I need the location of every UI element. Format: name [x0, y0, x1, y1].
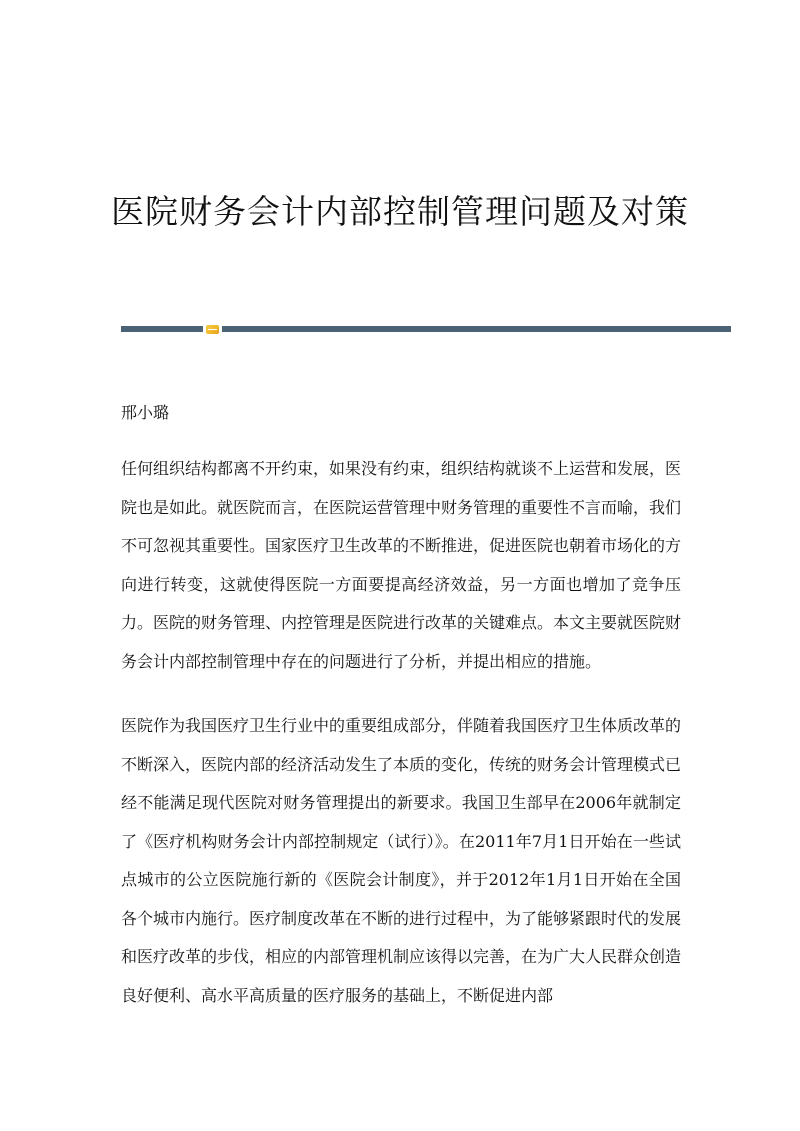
- pencil-icon: [206, 325, 219, 334]
- author-name: 邢小璐: [121, 403, 170, 422]
- document-title: 医院财务会计内部控制管理问题及对策: [111, 192, 689, 231]
- divider-bar-left: [121, 326, 203, 332]
- body-paragraph-1: 任何组织结构都离不开约束，如果没有约束，组织结构就谈不上运营和发展，医院也是如此。就医院而言，在医院运营管理中财务管理的重要性不言而喻，我们不可忽视其重要性。国家医疗卫生改革的不断推进，促进医院也朝着市场化的方向进行转变，这就使得医院一方面要提高经济效益，另一方面也增加了竞争压力。医院的财务管理、内控管理是医院进行改革的关键难点。本文主要就医院财务会计内部控制管理中存在的问题进行了分析，并提出相应的措施。: [121, 459, 682, 671]
- title-divider: [121, 325, 731, 334]
- body-paragraph-2: 医院作为我国医疗卫生行业中的重要组成部分，伴随着我国医疗卫生体质改革的不断深入，医院内部的经济活动发生了本质的变化，传统的财务会计管理模式已经不能满足现代医院对财务管理提出的新要求。我国卫生部早在2006年就制定了《医疗机构财务会计内部控制规定（试行）》。在2011年7月1日开始在一些试点城市的公立医院施行新的《医院会计制度》，并于2012年1月1日开始在全国各个城市内施行。医疗制度改革在不断的进行过程中，为了能够紧跟时代的发展和医疗改革的步伐，相应的内部管理机制应该得以完善，在为广大人民群众创造良好便利、高水平高质量的医疗服务的基础上，不断促进内部: [121, 716, 682, 1005]
- divider-bar-right: [222, 326, 731, 332]
